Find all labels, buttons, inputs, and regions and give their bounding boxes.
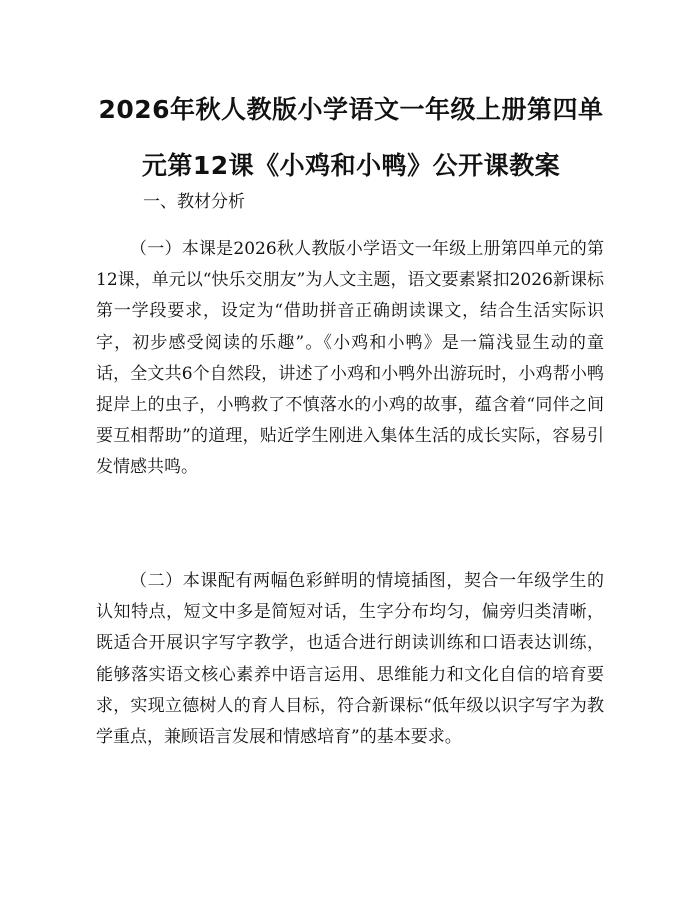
document-title: 2026年秋人教版小学语文一年级上册第四单元第12课《小鸡和小鸭》公开课教案 <box>98 95 604 180</box>
paragraph-1: （一）本课是2026秋人教版小学语文一年级上册第四单元的第12课，单元以“快乐交朋友”为人文主题，语文要素紧扣2026新课标第一学段要求，设定为“借助拼音正确朗读课文，结合生活实际识字，初步感受阅读的乐趣”。《小鸡和小鸭》是一篇浅显生动的童话，全文共6个自然段，讲述了小鸡和小鸭外出游玩时，小鸡帮小鸭捉岸上的虫子，小鸭救了不慎落水的小鸡的故事，蕴含着“同伴之间要互相帮助”的道理，贴近学生刚进入集体生活的成长实际，容易引发情感共鸣。 <box>96 239 604 478</box>
paragraph-2: （二）本课配有两幅色彩鲜明的情境插图，契合一年级学生的认知特点，短文中多是简短对话，生字分布均匀，偏旁归类清晰，既适合开展识字写字教学，也适合进行朗读训练和口语表达训练，能够落实语文核心素养中语言运用、思维能力和文化自信的培育要求，实现立德树人的育人目标，符合新课标“低年级以识字写字为教学重点，兼顾语言发展和情感培育”的基本要求。 <box>96 571 604 748</box>
section-heading: 一、教材分析 <box>143 192 245 212</box>
